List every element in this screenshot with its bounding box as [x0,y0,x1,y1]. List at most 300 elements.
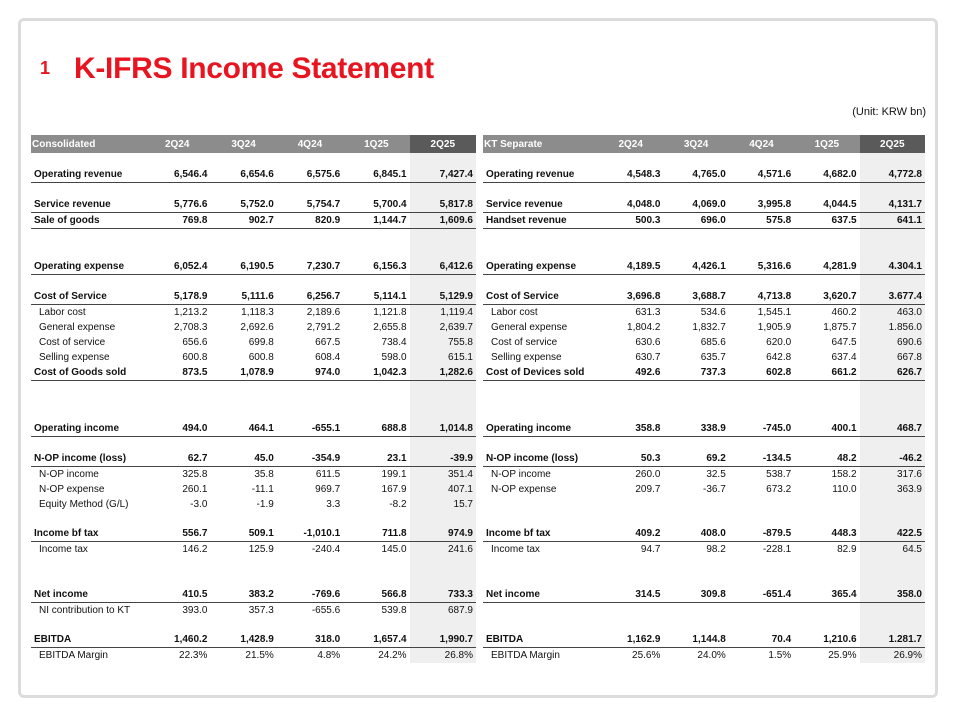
value-cell: 2,692.6 [240,322,274,333]
table-row [31,197,476,213]
spacer-cell [598,512,663,526]
value-cell: 1,460.2 [144,632,210,648]
row-label: Operating expense [31,259,144,275]
value-cell: 902.7 [210,213,276,229]
value-cell: 24.0% [697,650,726,661]
value-cell: 1,162.9 [598,632,663,648]
value-cell: 448.3 [794,526,859,542]
value-cell: 4,069.0 [663,197,728,213]
value-cell [794,603,859,619]
spacer-cell [31,183,144,198]
row-label: Equity Method (G/L) [39,499,129,510]
spacer-cell [860,557,925,587]
spacer-cell [343,229,409,260]
table-row [31,289,476,305]
row-label: Selling expense [491,352,562,363]
value-cell: -745.0 [729,421,794,437]
value-cell: 357.3 [248,605,274,616]
value-cell: 538.7 [766,469,792,480]
value-cell: 5,817.8 [410,197,476,213]
value-cell: 408.0 [663,526,728,542]
spacer-cell [410,512,476,526]
table-row [483,167,925,183]
spacer-cell [729,557,794,587]
value-cell [729,603,794,619]
value-cell: 26.8% [410,648,476,664]
value-cell: 611.5 [315,469,341,480]
spacer-cell [483,153,598,167]
row-label: EBITDA [31,632,144,648]
table-row [31,603,476,619]
spacer-cell [277,557,343,587]
row-label [483,497,598,512]
value-cell: 1.281.7 [860,632,925,648]
value-cell: -354.9 [277,451,343,467]
value-cell: -39.9 [410,451,476,467]
value-cell: 4,281.9 [794,259,859,275]
spacer-cell [144,381,210,422]
row-label: Cost of service [39,337,106,348]
spacer-cell [860,153,925,167]
row-label: EBITDA Margin [39,650,108,661]
value-cell: 600.8 [182,352,208,363]
value-cell: 25.6% [632,650,661,661]
column-header: 3Q24 [663,135,728,153]
value-cell: 1,213.2 [174,307,208,318]
table-row [31,467,476,483]
spacer-cell [31,512,144,526]
row-label: Operating revenue [31,167,144,183]
table-row [31,451,476,467]
table-row [483,632,925,648]
spacer-cell [210,512,276,526]
value-cell: 969.7 [315,484,341,495]
spacer-cell [277,275,343,290]
value-cell: 600.8 [248,352,274,363]
spacer-cell [483,381,598,422]
spacer-cell [663,275,728,290]
value-cell: 145.0 [381,544,407,555]
value-cell: 338.9 [663,421,728,437]
column-header: 3Q24 [210,135,276,153]
value-cell [598,603,663,619]
value-cell: 6,575.6 [277,167,343,183]
value-cell: 464.1 [210,421,276,437]
table-row [31,587,476,603]
spacer-cell [598,381,663,422]
value-cell: 1.856.0 [860,320,925,335]
spacer-cell [483,183,598,198]
spacer-cell [729,229,794,260]
row-label: N-OP expense [491,484,557,495]
spacer-cell [144,183,210,198]
value-cell: 615.1 [410,350,476,365]
value-cell: 2,189.6 [306,307,341,318]
spacer-cell [483,512,598,526]
value-cell: 769.8 [144,213,210,229]
spacer-cell [729,437,794,452]
table-row [31,482,476,497]
value-cell: 1,428.9 [210,632,276,648]
spacer-row [31,618,476,632]
value-cell: 24.2% [378,650,407,661]
row-label: Income bf tax [31,526,144,542]
spacer-cell [31,153,144,167]
value-cell: 1,282.6 [410,365,476,381]
spacer-cell [210,437,276,452]
value-cell: -3.0 [190,499,208,510]
spacer-cell [31,229,144,260]
spacer-cell [277,183,343,198]
value-cell: 393.0 [182,605,208,616]
table-row [31,632,476,648]
table-row [483,335,925,350]
value-cell: 317.6 [860,467,925,483]
value-cell: 48.2 [794,451,859,467]
value-cell: 667.5 [315,337,341,348]
spacer-cell [31,437,144,452]
spacer-row [31,512,476,526]
row-label: N-OP expense [39,484,105,495]
spacer-cell [729,618,794,632]
value-cell [663,497,728,512]
value-cell: 711.8 [343,526,409,542]
value-cell: -1,010.1 [277,526,343,542]
row-label: N-OP income [39,469,99,480]
value-cell: 82.9 [837,544,857,555]
value-cell: 626.7 [860,365,925,381]
value-cell: 158.2 [831,469,857,480]
value-cell: 647.5 [831,337,857,348]
value-cell: 1,804.2 [627,322,661,333]
spacer-cell [31,275,144,290]
row-label: General expense [491,322,568,333]
table-row [483,542,925,558]
value-cell: 318.0 [277,632,343,648]
table-row [483,603,925,619]
spacer-cell [410,183,476,198]
spacer-cell [598,557,663,587]
value-cell: 167.9 [381,484,407,495]
value-cell: 661.2 [794,365,859,381]
spacer-cell [663,381,728,422]
value-cell: 146.2 [182,544,208,555]
table-row [483,365,925,381]
value-cell: 1,210.6 [794,632,859,648]
value-cell: 365.4 [794,587,859,603]
value-cell: 1.5% [768,650,792,661]
row-label: EBITDA Margin [491,650,560,661]
spacer-row [31,183,476,198]
spacer-cell [663,512,728,526]
value-cell: 7,427.4 [410,167,476,183]
value-cell: 1,014.8 [410,421,476,437]
spacer-cell [343,381,409,422]
table-header-row [31,135,476,153]
spacer-cell [794,381,859,422]
column-header: 2Q24 [144,135,210,153]
value-cell: 383.2 [210,587,276,603]
value-cell: 314.5 [598,587,663,603]
value-cell: 1,121.8 [373,307,407,318]
row-label: Handset revenue [483,213,598,229]
row-label: N-OP income [491,469,551,480]
value-cell: 635.7 [700,352,726,363]
row-label: Cost of Goods sold [31,365,144,381]
row-label: Operating income [483,421,598,437]
value-cell: 556.7 [144,526,210,542]
row-label: N-OP income (loss) [31,451,144,467]
value-cell: 656.6 [182,337,208,348]
spacer-cell [31,381,144,422]
value-cell: 3,696.8 [598,289,663,305]
row-label: General expense [39,322,116,333]
row-label [483,603,598,619]
spacer-cell [729,275,794,290]
spacer-row [31,437,476,452]
value-cell: 598.0 [381,352,407,363]
value-cell: -228.1 [762,544,792,555]
spacer-cell [343,512,409,526]
spacer-row [483,381,925,422]
spacer-cell [210,275,276,290]
value-cell: 1,118.3 [241,307,274,318]
value-cell: 21.5% [245,650,274,661]
value-cell: 5,178.9 [144,289,210,305]
spacer-row [31,153,476,167]
value-cell: 5,752.0 [210,197,276,213]
unit-label: (Unit: KRW bn) [852,106,926,118]
spacer-cell [860,618,925,632]
spacer-cell [663,557,728,587]
table-row [483,289,925,305]
value-cell: -1.9 [256,499,274,510]
value-cell: 3,688.7 [663,289,728,305]
spacer-cell [860,275,925,290]
spacer-cell [144,618,210,632]
spacer-cell [277,153,343,167]
spacer-cell [483,275,598,290]
value-cell: 4,048.0 [598,197,663,213]
value-cell: 667.8 [860,350,925,365]
spacer-cell [483,229,598,260]
column-header: 1Q25 [343,135,409,153]
value-cell: 1,609.6 [410,213,476,229]
value-cell: 363.9 [860,482,925,497]
value-cell: 1,078.9 [210,365,276,381]
row-label: Cost of Devices sold [483,365,598,381]
section-number: 1 [40,58,51,78]
value-cell: 6,190.5 [210,259,276,275]
spacer-cell [729,381,794,422]
table-row [483,526,925,542]
value-cell: 2,639.7 [410,320,476,335]
value-cell: 64.5 [860,542,925,558]
value-cell: 974.9 [410,526,476,542]
kt-separate-table [483,135,925,663]
value-cell: 5,316.6 [729,259,794,275]
value-cell: 209.7 [635,484,661,495]
table-row [483,213,925,229]
value-cell: 1,144.8 [663,632,728,648]
row-label: Cost of Service [31,289,144,305]
value-cell: 500.3 [598,213,663,229]
spacer-cell [729,512,794,526]
value-cell: -879.5 [729,526,794,542]
value-cell [598,497,663,512]
row-label: Income tax [491,544,540,555]
spacer-cell [31,618,144,632]
table-row [483,482,925,497]
value-cell: 631.3 [635,307,661,318]
table-row [31,542,476,558]
table-row [483,497,925,512]
spacer-row [483,229,925,260]
value-cell: 460.2 [831,307,857,318]
value-cell: 642.8 [766,352,792,363]
value-cell: 974.0 [277,365,343,381]
spacer-cell [277,618,343,632]
value-cell: 6,052.4 [144,259,210,275]
value-cell: 62.7 [144,451,210,467]
value-cell: 1,905.9 [757,322,792,333]
column-header: 4Q24 [277,135,343,153]
table-row [31,335,476,350]
table-header-row [483,135,925,153]
spacer-cell [483,618,598,632]
value-cell: 699.8 [248,337,274,348]
spacer-cell [343,153,409,167]
value-cell: 25.9% [828,650,857,661]
value-cell: 45.0 [210,451,276,467]
spacer-cell [410,153,476,167]
value-cell: 2,708.3 [174,322,208,333]
value-cell: -769.6 [277,587,343,603]
spacer-cell [277,437,343,452]
value-cell: 6,845.1 [343,167,409,183]
value-cell: 4,131.7 [860,197,925,213]
column-header: 2Q25 [410,135,476,153]
table-row [483,305,925,321]
value-cell: 4,713.8 [729,289,794,305]
column-header: 1Q25 [794,135,859,153]
value-cell: 5,114.1 [343,289,409,305]
value-cell: 602.8 [729,365,794,381]
value-cell: 3,995.8 [729,197,794,213]
spacer-row [483,618,925,632]
table-row [483,648,925,664]
row-label: Operating expense [483,259,598,275]
row-label: Cost of service [491,337,558,348]
table-row [31,305,476,321]
spacer-cell [144,229,210,260]
value-cell: 125.9 [248,544,274,555]
value-cell: 1,990.7 [410,632,476,648]
value-cell: 4,189.5 [598,259,663,275]
spacer-cell [860,381,925,422]
spacer-row [483,153,925,167]
value-cell: -655.6 [311,605,341,616]
column-header: 4Q24 [729,135,794,153]
value-cell: 5,754.7 [277,197,343,213]
value-cell: 50.3 [598,451,663,467]
spacer-cell [663,618,728,632]
spacer-cell [410,381,476,422]
table-row [31,213,476,229]
value-cell: 5,129.9 [410,289,476,305]
value-cell: 494.0 [144,421,210,437]
value-cell: 70.4 [729,632,794,648]
value-cell: 1,832.7 [692,322,726,333]
value-cell: 6,156.3 [343,259,409,275]
value-cell: 608.4 [315,352,341,363]
spacer-cell [598,229,663,260]
spacer-cell [663,229,728,260]
value-cell: 755.8 [410,335,476,350]
value-cell: 351.4 [410,467,476,483]
spacer-cell [663,183,728,198]
spacer-cell [144,275,210,290]
spacer-cell [343,618,409,632]
value-cell: 4,548.3 [598,167,663,183]
value-cell: 637.5 [794,213,859,229]
table-row [31,497,476,512]
spacer-cell [483,437,598,452]
value-cell: 32.5 [706,469,726,480]
spacer-cell [598,153,663,167]
spacer-cell [410,437,476,452]
value-cell: 873.5 [144,365,210,381]
spacer-cell [144,153,210,167]
value-cell: 260.0 [635,469,661,480]
table-row [31,259,476,275]
spacer-row [31,557,476,587]
value-cell: -655.1 [277,421,343,437]
value-cell: 673.2 [766,484,792,495]
value-cell: 4,571.6 [729,167,794,183]
value-cell: -36.7 [702,484,726,495]
value-cell: 7,230.7 [277,259,343,275]
value-cell: 534.6 [700,307,726,318]
row-label: NI contribution to KT [39,605,131,616]
value-cell: 4,765.0 [663,167,728,183]
spacer-cell [343,275,409,290]
value-cell: 358.8 [598,421,663,437]
table-header-title: Consolidated [31,135,144,153]
table-row [31,648,476,664]
value-cell: 687.9 [410,603,476,619]
table-row [483,197,925,213]
value-cell: 5,111.6 [210,289,276,305]
value-cell: 509.1 [210,526,276,542]
spacer-cell [794,229,859,260]
value-cell: 6,546.4 [144,167,210,183]
table-row [31,421,476,437]
row-label: Income bf tax [483,526,598,542]
spacer-cell [598,275,663,290]
spacer-cell [31,557,144,587]
value-cell: 3.3 [326,499,341,510]
value-cell: 4.304.1 [860,259,925,275]
value-cell: 2,791.2 [306,322,341,333]
spacer-cell [210,153,276,167]
row-label: N-OP income (loss) [483,451,598,467]
table-row [31,350,476,365]
table-row [483,587,925,603]
spacer-cell [794,437,859,452]
spacer-cell [729,153,794,167]
value-cell: 696.0 [663,213,728,229]
